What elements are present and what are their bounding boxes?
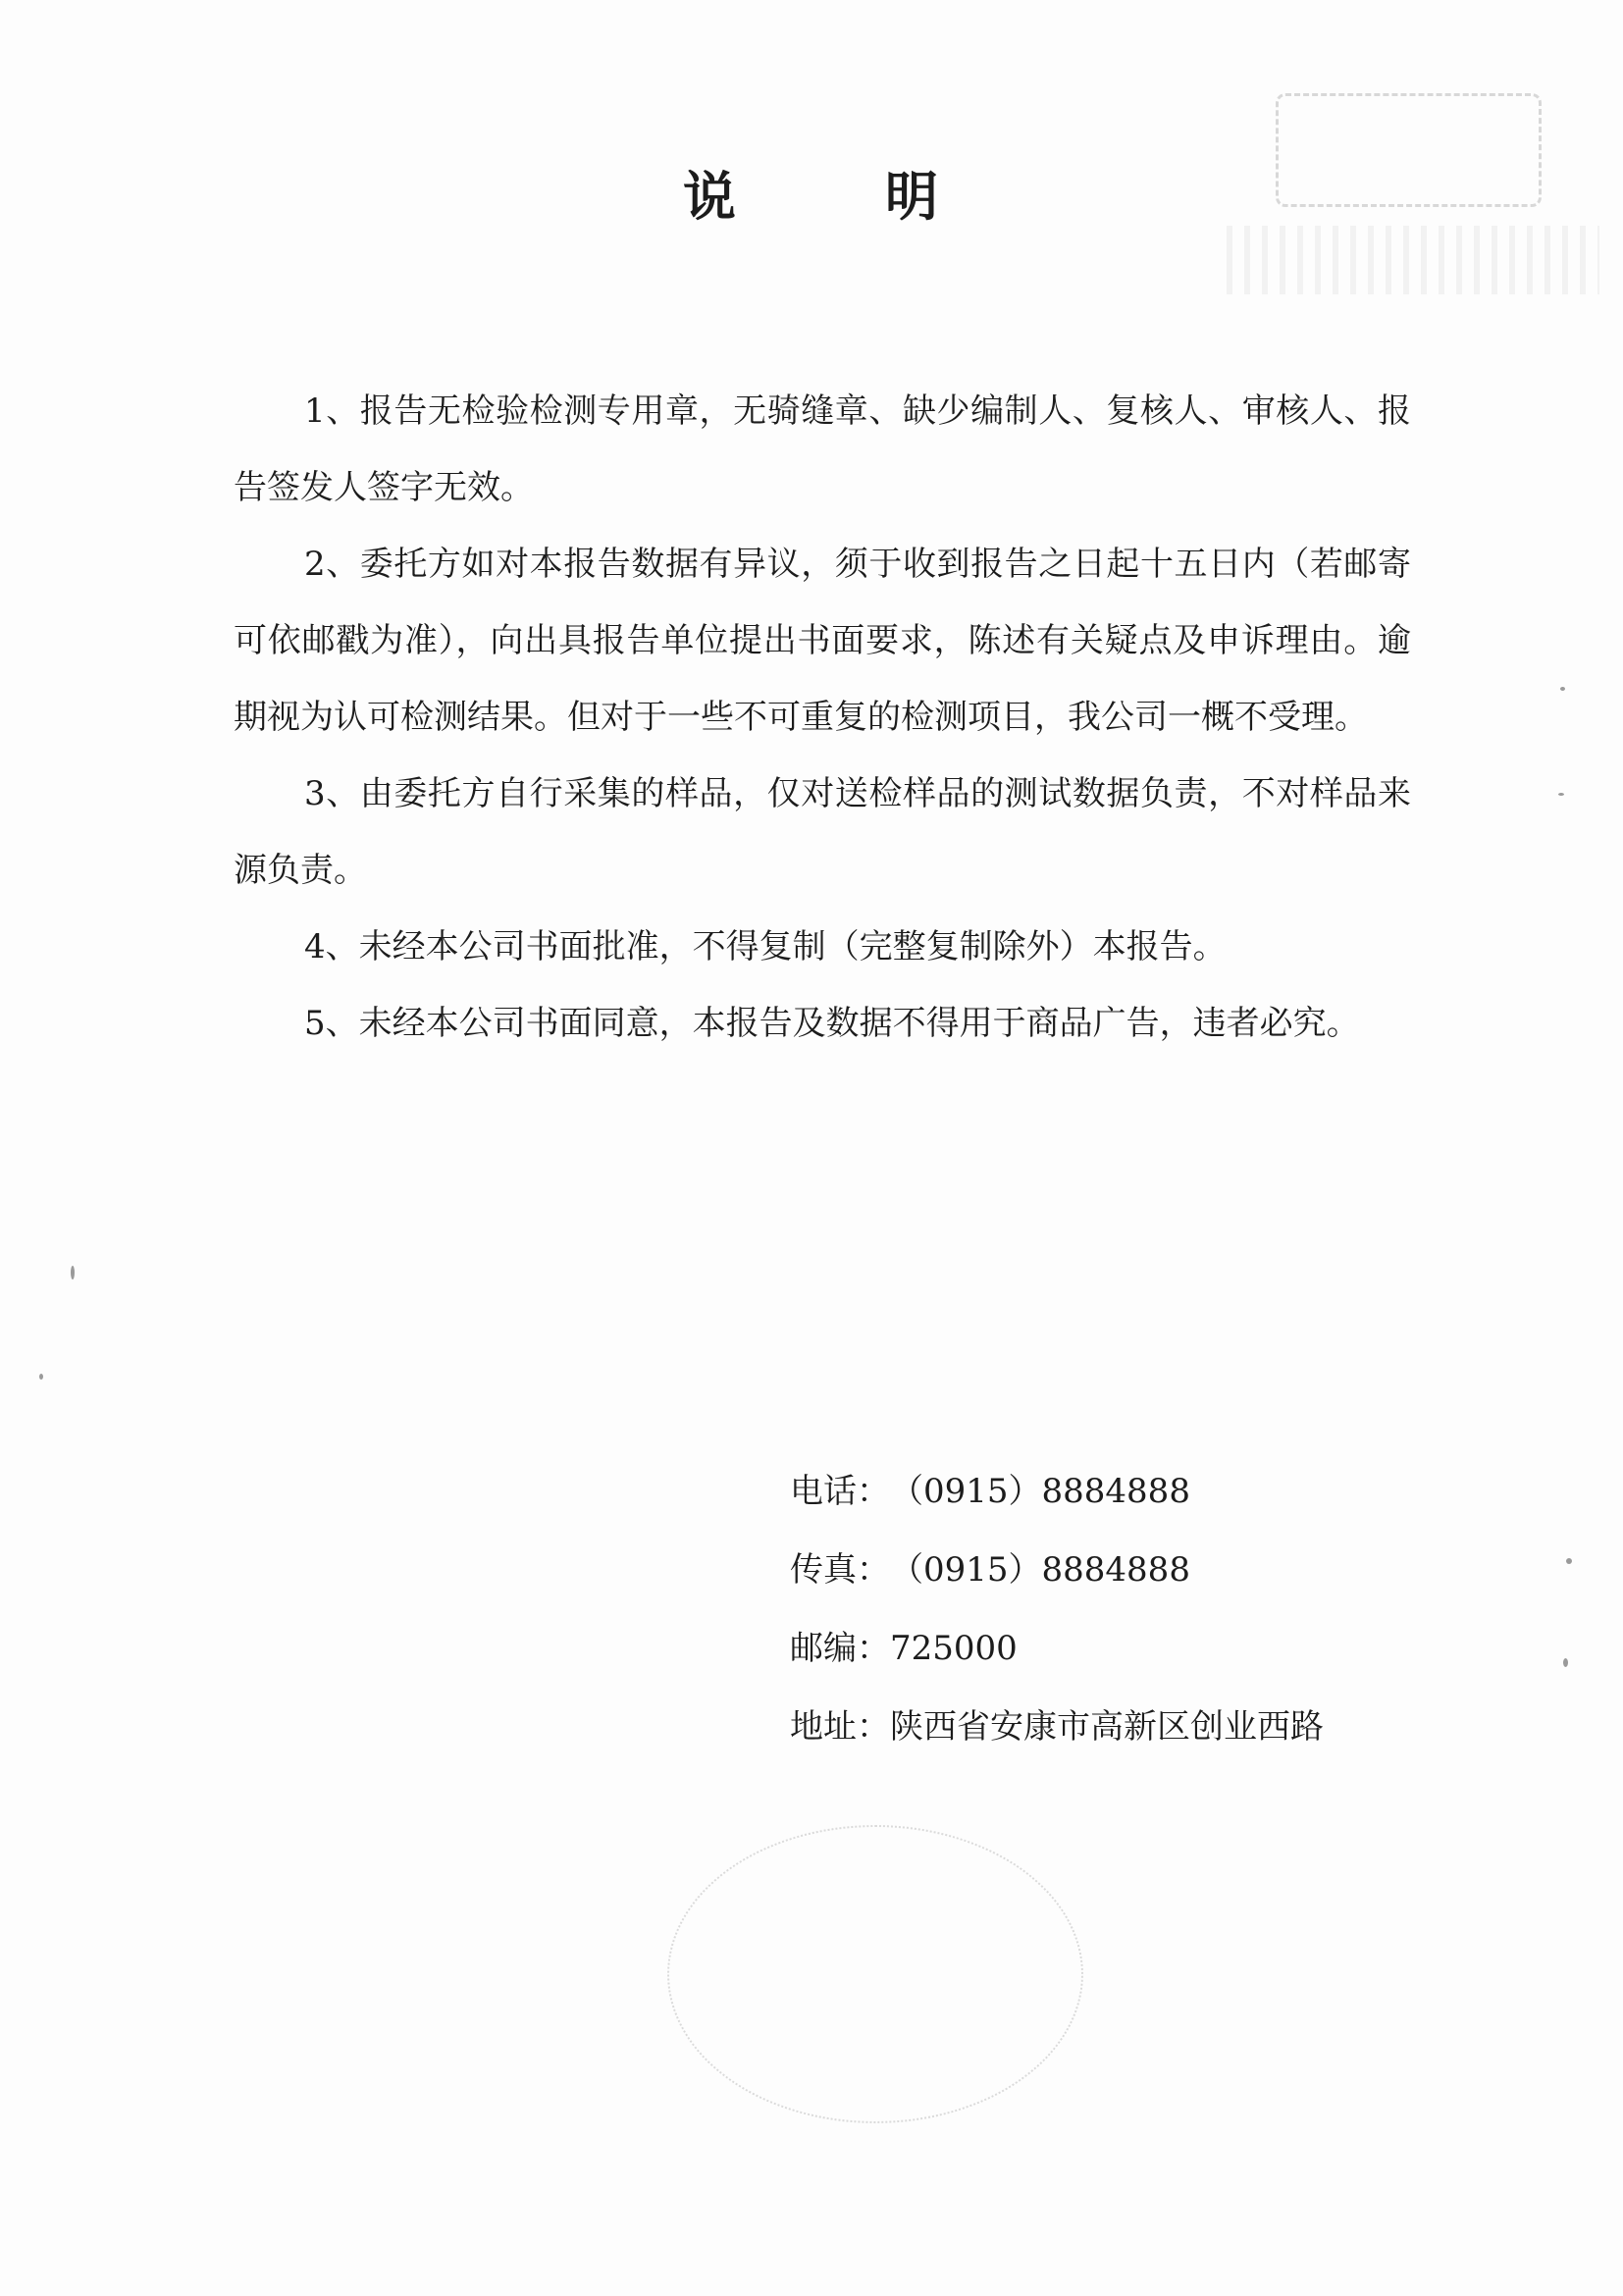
- statement-list: [234, 373, 1411, 1062]
- statement-item-1: 1、报告无检验检测专用章，无骑缝章、缺少编制人、复核人、审核人、报告签发人签字无效。: [234, 391, 1411, 507]
- faded-stamp-text-mark: [1227, 226, 1599, 294]
- postcode-row: [790, 1609, 1477, 1688]
- scan-speck: [39, 1374, 43, 1380]
- postcode-value: 725000: [890, 1629, 1018, 1668]
- fax-value: （0915）8884888: [890, 1550, 1190, 1590]
- statement-item-2: 2、委托方如对本报告数据有异议，须于收到报告之日起十五日内（若邮寄可依邮戳为准），向出具报告单位提出书面要求，陈述有关疑点及申诉理由。逾期视为认可检测结果。但对于一些不可重复的检测项目，我公司一概不受理。: [234, 545, 1411, 737]
- phone-row: [790, 1452, 1477, 1531]
- scan-speck: [1563, 1658, 1568, 1667]
- phone-label: 电话：: [790, 1472, 890, 1511]
- address-row: [790, 1688, 1477, 1766]
- faded-seal-mark: [667, 1825, 1083, 2123]
- scan-speck: [1566, 1558, 1572, 1564]
- statement-item-4: 4、未经本公司书面批准，不得复制（完整复制除外）本报告。: [304, 927, 1227, 966]
- contact-info: [790, 1452, 1477, 1766]
- address-value: 陕西省安康市高新区创业西路: [890, 1707, 1324, 1747]
- title-char-2: 明: [885, 165, 940, 228]
- statement-item-3: 3、由委托方自行采集的样品，仅对送检样品的测试数据负责，不对样品来源负责。: [234, 774, 1411, 890]
- fax-label: 传真：: [790, 1550, 890, 1590]
- statement-item-5: 5、未经本公司书面同意，本报告及数据不得用于商品广告，违者必究。: [304, 1004, 1360, 1043]
- fax-row: [790, 1531, 1477, 1609]
- postcode-label: 邮编：: [790, 1629, 890, 1668]
- scan-speck: [71, 1266, 75, 1279]
- scan-speck: [1558, 793, 1564, 796]
- title-char-1: 说: [683, 165, 738, 228]
- phone-value: （0915）8884888: [890, 1472, 1190, 1511]
- scan-speck: [1560, 687, 1565, 691]
- address-label: 地址：: [790, 1707, 890, 1747]
- page-title: [0, 155, 1623, 231]
